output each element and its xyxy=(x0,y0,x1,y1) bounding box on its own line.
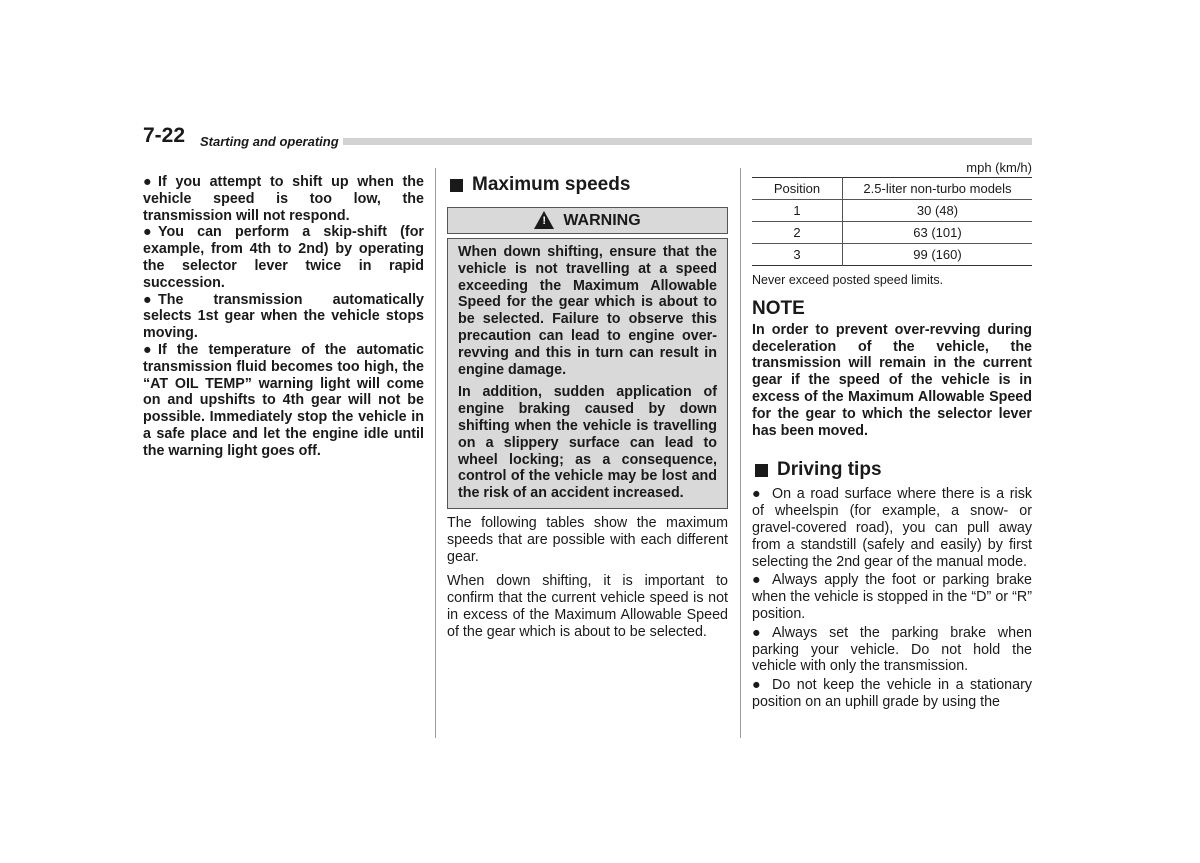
list-item: ● If you attempt to shift up when the vehicle speed is too low, the transmission will not respond. xyxy=(143,174,424,224)
table-cell: 2 xyxy=(752,222,843,244)
table-header-cell: Position xyxy=(752,178,843,200)
note-heading: NOTE xyxy=(752,297,805,319)
page-number: 7-22 xyxy=(143,124,186,147)
warning-header: ! WARNING xyxy=(447,207,728,234)
column-divider-1 xyxy=(435,168,436,738)
bullet-icon: ● xyxy=(143,291,152,308)
table-row xyxy=(752,200,1032,222)
table-note: Never exceed posted speed limits. xyxy=(752,273,944,287)
table-header-cell: 2.5-liter non-turbo models xyxy=(863,181,1012,196)
table-cell: 63 (101) xyxy=(913,225,962,240)
column-middle xyxy=(447,174,728,641)
list-item: ● The transmission automatically selects 1st gear when the vehicle stops moving. xyxy=(143,291,424,342)
body-paragraph: When down shifting, it is important to confirm that the current vehicle speed is not in excess of the Maximum Allowable Speed of the gear which is about to be selected. xyxy=(447,573,728,640)
column-divider-2 xyxy=(740,168,741,738)
header-rule xyxy=(343,138,1032,145)
table-header-row xyxy=(752,178,1032,200)
square-bullet-icon xyxy=(755,464,768,477)
bullet-icon: ● xyxy=(143,224,152,241)
table-cell: 99 (160) xyxy=(913,247,962,262)
bullet-icon: ● xyxy=(752,677,761,694)
list-item: ● If the temperature of the automatic transmission fluid becomes too high, the “AT OIL TEMP” warning light will come on and upshifts to 4th gear will not be possible. Immediately stop the vehicle in a safe place and let the engine idle until the warning light goes off. xyxy=(143,341,424,459)
section-heading-driving-tips: Driving tips xyxy=(752,459,1032,481)
list-item: ● Do not keep the vehicle in a stationary position on an uphill grade by using the xyxy=(752,677,1032,710)
column-right xyxy=(752,160,1032,711)
warning-triangle-icon: ! xyxy=(534,211,554,229)
note-text: In order to prevent over-revving during deceleration of the vehicle, the transmission will remain in the current gear if the speed of the vehicle is in excess of the Maximum Allowable Speed for the gear to which the selector lever has been moved. xyxy=(752,321,1032,439)
page-header xyxy=(143,124,1032,154)
table-row xyxy=(752,244,1032,266)
warning-box xyxy=(447,238,728,509)
bullet-icon: ● xyxy=(143,174,152,190)
section-heading-max-speeds: Maximum speeds xyxy=(447,174,728,196)
table-row xyxy=(752,222,1032,244)
bullet-icon: ● xyxy=(752,486,761,503)
body-paragraph: The following tables show the maximum speeds that are possible with each different gear. xyxy=(447,514,728,565)
section-title: Starting and operating xyxy=(200,134,339,149)
square-bullet-icon xyxy=(450,179,463,192)
list-item: ● Always set the parking brake when parking your vehicle. Do not hold the vehicle with only the transmission. xyxy=(752,624,1032,675)
list-item: ● You can perform a skip-shift (for example, from 4th to 2nd) by operating the selector lever twice in rapid succession. xyxy=(143,224,424,291)
table-units: mph (km/h) xyxy=(966,160,1032,175)
list-item: ● Always apply the foot or parking brake when the vehicle is stopped in the “D” or “R” position. xyxy=(752,572,1032,622)
table-cell: 3 xyxy=(752,244,843,266)
max-speed-table xyxy=(752,177,1032,266)
column-left xyxy=(143,174,424,460)
table-cell: 1 xyxy=(752,200,843,222)
bullet-icon: ● xyxy=(752,624,761,641)
bullet-icon: ● xyxy=(143,341,152,358)
bullet-icon: ● xyxy=(752,572,761,589)
warning-paragraph: When down shifting, ensure that the vehicle is not travelling at a speed exceeding the Maximum Allowable Speed for the gear which is about to be selected. Failure to observe this precaution can lead to engine over-revving and this in turn can result in engine damage. xyxy=(458,244,717,378)
list-item: ● On a road surface where there is a risk of wheelspin (for example, a snow- or gravel-covered road), you can pull away from a standstill (safely and easily) by first selecting the 2nd gear of the manual mode. xyxy=(752,486,1032,570)
table-cell: 30 (48) xyxy=(916,203,959,218)
warning-paragraph: In addition, sudden application of engine braking caused by down shifting when the vehicle is travelling on a slippery surface can lead to wheel locking; as a consequence, control of the vehicle may be lost and the risk of an accident increased. xyxy=(458,384,717,502)
